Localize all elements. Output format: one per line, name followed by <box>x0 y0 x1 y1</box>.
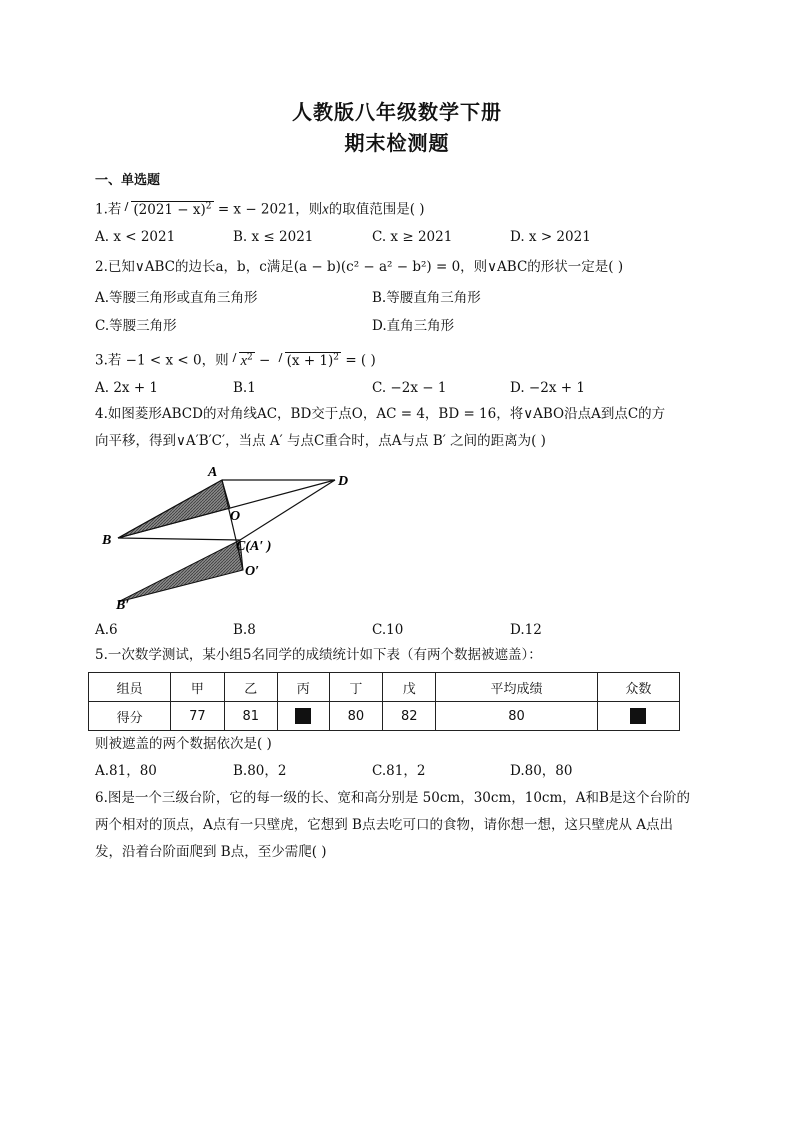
q3-rad1: x <box>240 352 248 369</box>
question-4-line-2: 向平移，得到∨A′B′C′，当点 A′ 与点C重合时，点A与点 B′ 之间的距离为( ) <box>95 433 546 449</box>
header-cell: 丁 <box>329 673 382 702</box>
edge-dc <box>240 480 335 540</box>
q4-option-c: C.10 <box>372 622 404 638</box>
label-o: O <box>230 509 241 524</box>
section-heading: 一、单选题 <box>95 173 161 188</box>
q1-option-c: C. x ≥ 2021 <box>372 229 453 245</box>
q4-option-d: D.12 <box>510 622 542 638</box>
page-subtitle: 期末检测题 <box>344 131 450 155</box>
q5-option-c: C.81，2 <box>372 763 426 779</box>
header-cell: 甲 <box>171 673 224 702</box>
q4-option-a: A.6 <box>95 622 118 638</box>
q3-sqrt-2 <box>276 348 341 370</box>
q5-option-d: D.80，80 <box>510 763 573 779</box>
data-cell: 77 <box>171 702 224 731</box>
label-o-prime: O′ <box>245 564 260 579</box>
q5-option-a: A.81，80 <box>95 763 157 779</box>
data-cell: 81 <box>224 702 277 731</box>
table-row <box>89 702 680 731</box>
masked-block <box>295 708 311 724</box>
q1-option-a: A. x < 2021 <box>95 229 176 245</box>
question-6-line-3: 发，沿着台阶面爬到 B点，至少需爬( ) <box>95 844 327 860</box>
question-5-note: 则被遮盖的两个数据依次是( ) <box>95 736 272 752</box>
table-header-row <box>89 673 680 702</box>
data-cell: 80 <box>436 702 597 731</box>
label-b: B <box>102 533 112 548</box>
q3-option-b: B.1 <box>233 380 256 396</box>
question-1 <box>95 197 425 219</box>
label-a: A <box>208 465 218 480</box>
q1-suffix: 的取值范围是( ) <box>328 201 425 218</box>
masked-cell <box>277 702 329 731</box>
q3-option-d: D. −2x + 1 <box>510 380 585 396</box>
q3-suffix: = ( ) <box>341 352 376 369</box>
q1-option-d: D. x > 2021 <box>510 229 591 245</box>
rhombus-figure <box>100 462 360 612</box>
q3-exp2: 2 <box>333 352 340 362</box>
diagonal-bd <box>118 480 335 538</box>
scores-table <box>88 672 680 731</box>
q4-option-b: B.8 <box>233 622 256 638</box>
question-6-line-2: 两个相对的顶点，A点有一只壁虎，它想到 B点去吃可口的食物，请你想一想，这只壁虎从 A点出 <box>95 817 674 833</box>
q5-option-b: B.80，2 <box>233 763 287 779</box>
q3-option-c: C. −2x − 1 <box>372 380 447 396</box>
label-b-prime: B′ <box>116 598 130 612</box>
header-cell: 平均成绩 <box>436 673 597 702</box>
data-cell: 80 <box>329 702 382 731</box>
label-c: C(A′ ) <box>236 539 272 554</box>
q1-prefix: 1.若 <box>95 201 122 218</box>
question-2: 2.已知∨ABC的边长a，b，c满足(a − b)(c² − a² − b²) = 0，则∨ABC的形状一定是( ) <box>95 259 624 275</box>
q1-var: x <box>322 201 329 218</box>
edge-bc <box>118 538 240 540</box>
q2-option-c: C.等腰三角形 <box>95 318 177 334</box>
q3-minus: − <box>254 352 275 369</box>
label-d: D <box>338 474 349 489</box>
question-5: 5.一次数学测试，某小组5名同学的成绩统计如下表（有两个数据被遮盖）： <box>95 647 542 663</box>
q3-rad2: (x + 1) <box>286 352 334 369</box>
q1-radicand: (2021 − x) <box>133 201 206 218</box>
page-title: 人教版八年级数学下册 <box>292 100 502 124</box>
question-6-line-1: 6.图是一个三级台阶，它的每一级的长、宽和高分别是 50cm，30cm，10cm，A和B是这个台阶的 <box>95 790 690 806</box>
q2-option-d: D.直角三角形 <box>372 318 455 334</box>
shaded-triangle-translated <box>118 540 243 602</box>
q3-option-a: A. 2x + 1 <box>95 380 159 396</box>
masked-cell <box>597 702 679 731</box>
q1-exp: 2 <box>205 201 212 211</box>
q1-sqrt <box>122 197 213 219</box>
header-cell: 组员 <box>89 673 171 702</box>
header-cell: 戊 <box>383 673 436 702</box>
q3-prefix: 3.若 −1 < x < 0，则 <box>95 352 229 369</box>
q1-option-b: B. x ≤ 2021 <box>233 229 314 245</box>
question-4-line-1: 4.如图菱形ABCD的对角线AC，BD交于点O，AC = 4，BD = 16，将∨ABO沿点A到点C的方 <box>95 406 666 422</box>
q1-rhs: = x − 2021，则 <box>213 201 323 218</box>
header-cell: 丙 <box>277 673 329 702</box>
q3-sqrt-1 <box>230 348 255 370</box>
row-label-cell: 得分 <box>89 702 171 731</box>
header-cell: 乙 <box>224 673 277 702</box>
header-cell: 众数 <box>597 673 679 702</box>
masked-block <box>630 708 646 724</box>
q2-option-a: A.等腰三角形或直角三角形 <box>95 290 258 306</box>
data-cell: 82 <box>383 702 436 731</box>
q2-option-b: B.等腰直角三角形 <box>372 290 481 306</box>
question-3 <box>95 348 376 370</box>
q3-exp1: 2 <box>247 352 253 362</box>
